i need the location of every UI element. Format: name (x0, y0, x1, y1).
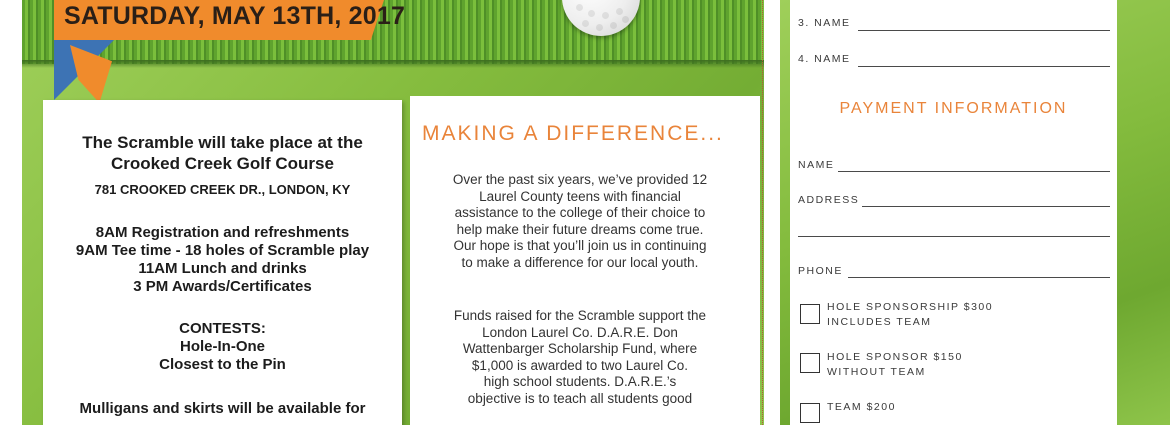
venue-address: 781 CROOKED CREEK DR., LONDON, KY (94, 182, 351, 197)
team-checkbox[interactable] (800, 403, 820, 423)
event-info-panel (43, 100, 402, 425)
paragraph-line: Funds raised for the Scramble support the (453, 308, 707, 323)
venue-title (43, 132, 402, 174)
schedule-item: 11AM Lunch and drinks (138, 260, 307, 277)
team-name-4-label: 4. NAME (798, 53, 851, 65)
difference-panel (410, 96, 760, 425)
team-name-3-label: 3. NAME (798, 17, 851, 29)
paragraph-line: Our hope is that you’ll join us in continuing (453, 238, 707, 253)
option-line: HOLE SPONSORSHIP $300 (827, 301, 994, 313)
payment-address-label: ADDRESS (798, 194, 860, 206)
paragraph-line: London Laurel Co. D.A.R.E. Don (482, 324, 678, 340)
hole-sponsor-label (827, 350, 963, 380)
venue-title-line: The Scramble will take place at the (82, 133, 363, 152)
team-name-3-field[interactable] (858, 30, 1110, 31)
paragraph-line: Wattenbarger Scholarship Fund, where (462, 341, 698, 356)
option-line: TEAM $200 (827, 401, 896, 413)
payment-heading: PAYMENT INFORMATION (839, 100, 1068, 117)
paragraph-line: Laurel County teens with financial (479, 188, 681, 204)
contests-heading: CONTESTS: (179, 320, 266, 337)
payment-name-label: NAME (798, 159, 835, 171)
paragraph-line: assistance to the college of their choice to (454, 205, 706, 220)
difference-paragraph-2 (420, 308, 740, 407)
event-date: SATURDAY, MAY 13TH, 2017 (64, 2, 406, 30)
payment-name-field[interactable] (838, 171, 1110, 172)
paragraph-line: Over the past six years, we’ve provided 12 (452, 172, 708, 187)
option-line: HOLE SPONSOR $150 (827, 351, 963, 363)
venue-name: Crooked Creek Golf Course (111, 154, 334, 173)
payment-address-field[interactable] (862, 206, 1110, 207)
contest-item: Closest to the Pin (159, 356, 286, 373)
contest-item: Hole-In-One (180, 338, 265, 355)
hole-sponsor-checkbox[interactable] (800, 353, 820, 373)
difference-heading: MAKING A DIFFERENCE... (422, 122, 724, 145)
payment-phone-field[interactable] (848, 277, 1110, 278)
schedule-list (43, 224, 402, 296)
schedule-item: 8AM Registration and refreshments (95, 224, 350, 241)
payment-phone-label: PHONE (798, 265, 843, 277)
contests-section (43, 320, 402, 374)
hole-sponsorship-label (827, 300, 993, 330)
paragraph-line: objective is to teach all students good (467, 390, 693, 406)
option-line: WITHOUT TEAM (827, 366, 926, 378)
mulligans-note: Mulligans and skirts will be available for (79, 400, 366, 417)
paragraph-line: high school students. D.A.R.E.’s (483, 374, 677, 389)
option-line: INCLUDES TEAM (827, 316, 932, 328)
paragraph-line: $1,000 is awarded to two Laurel Co. (471, 357, 689, 373)
cut-line-divider (762, 0, 763, 425)
team-label (827, 400, 896, 415)
schedule-item: 9AM Tee time - 18 holes of Scramble play (75, 242, 370, 259)
paragraph-line: help make their future dreams come true. (456, 221, 704, 237)
hole-sponsorship-checkbox[interactable] (800, 304, 820, 324)
schedule-item: 3 PM Awards/Certificates (133, 278, 312, 295)
paragraph-line: to make a difference for our local youth. (461, 254, 699, 270)
team-name-4-field[interactable] (858, 66, 1110, 67)
payment-address-field-line2[interactable] (798, 236, 1110, 237)
difference-paragraph-1 (420, 172, 740, 271)
grass-shadow (22, 60, 764, 68)
